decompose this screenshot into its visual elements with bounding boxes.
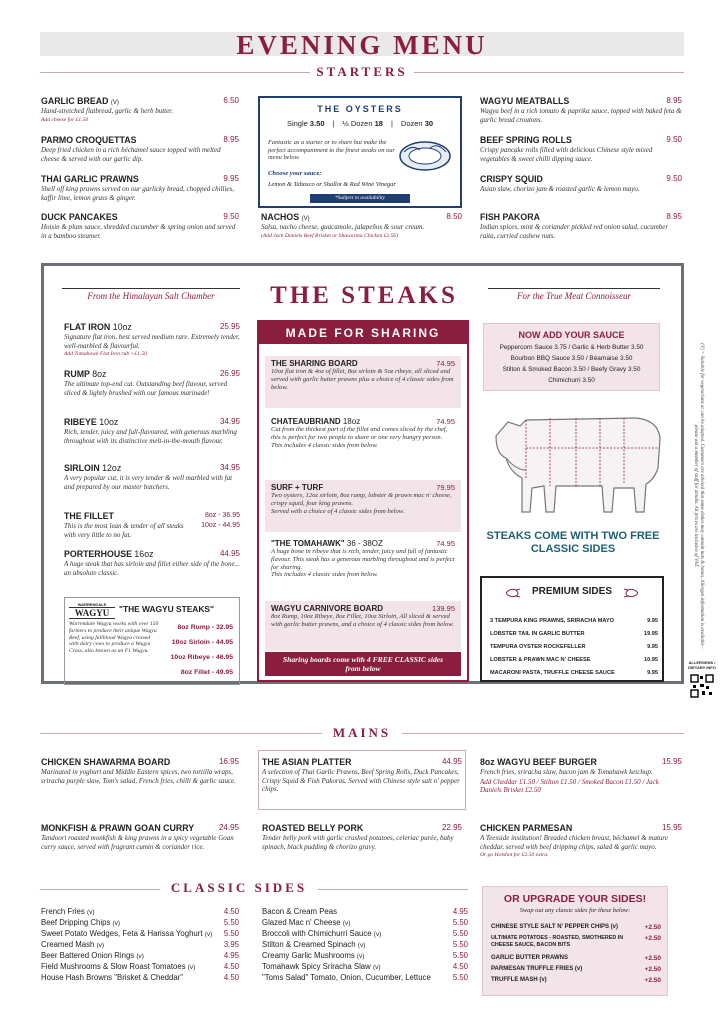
item-desc: Crispy pancake rolls filled with delicious Chinese style mixed vegetables & sweet chilli dipping sauce.	[480, 146, 653, 163]
lobster-icon	[622, 588, 640, 598]
lobster-icon	[504, 588, 522, 598]
item-name: 8oz WAGYU BEEF BURGER	[480, 757, 597, 767]
divider	[62, 288, 240, 289]
item-note: Add cheese for £1.50	[41, 116, 89, 123]
sharing-heading: MADE FOR SHARING	[259, 322, 467, 344]
item-name: RIBEYE 10oz	[64, 417, 119, 427]
menu-item	[41, 174, 239, 202]
divider	[402, 733, 684, 734]
item-price: 16.95	[218, 757, 239, 766]
item-name: CHICKEN PARMESAN	[480, 823, 573, 833]
item-desc: Rich, tender, juicy and full-flavoured, with generous marbling throughout with its distinctive melt-in-the-mouth flavour.	[64, 428, 237, 445]
item-price: 8.95	[666, 96, 682, 105]
wagyu-prices: 8oz Rump - 32.95 10oz Sirloin - 44.95 10oz Ribeye - 46.95 8oz Fillet - 49.95	[170, 624, 233, 676]
steaks-title: THE STEAKS	[270, 282, 458, 309]
premium-sides-box	[480, 576, 664, 682]
upgrade-item: ULTIMATE POTATOES - ROASTED, SMOTHERED IN CHEESE SAUCE, BACON BITS +2.50	[491, 935, 661, 948]
classic-sides-heading: CLASSIC SIDES	[170, 880, 308, 895]
item-name: GARLIC BREAD (V)	[41, 96, 119, 106]
item-desc: Wagyu beef in a rich tomato & paprika sauce, topped with baked feta & garlic bread croutons.	[480, 107, 682, 124]
sharing-item: "THE TOMAHAWK" 36 - 38OZ 74.95 A huge bone in ribeye that is rich, tender, juicy and full of fantastic flavour. This steak has a generous marbling throughout and is perfect for sharing. This includes 4 classic sides from below.	[265, 536, 461, 598]
item-desc: The ultimate top-end cut. Outstanding beef flavour, served sliced & lightly brushed with our famous marinade!	[64, 380, 228, 397]
item-name: DUCK PANCAKES	[41, 212, 118, 222]
menu-item	[480, 135, 682, 163]
item-desc: A huge steak that has sirloin and fillet either side of the bone... an absolute classic.	[64, 560, 240, 577]
item-price: 9.50	[666, 174, 682, 183]
side-item: Beer Battered Onion Rings (v) 4.95	[41, 951, 239, 960]
upgrade-item: CHINESE STYLE SALT N' PEPPER CHIPS (v) +2.50	[491, 924, 661, 931]
item-price: 26.95	[219, 369, 240, 378]
item-price: 8.95	[666, 212, 682, 221]
item-price: 34.95	[219, 463, 240, 472]
item-name: WAGYU MEATBALLS	[480, 96, 570, 106]
side-item: Stilton & Creamed Spinach (v) 5.50	[262, 940, 468, 949]
item-desc: Tender belly pork with garlic crushed potatoes, celeriac purée, baby spinach, black pudding & chorizo gravy.	[262, 834, 454, 851]
item-desc: A very popular cut, it is very tender & well marbled with fat and prepared by our master butchers.	[64, 474, 233, 491]
steaks-left-subtitle: From the Himalayan Salt Chamber	[87, 291, 215, 301]
premium-item: LOBSTER & PRAWN MAC N' CHEESE 10.95	[490, 657, 658, 663]
upgrade-sides-box	[482, 886, 668, 996]
item-name: MONKFISH & PRAWN GOAN CURRY	[41, 823, 195, 833]
divider	[40, 889, 160, 890]
free-sides-label: STEAKS COME WITH TWO FREE CLASSIC SIDES	[486, 530, 660, 555]
item-name: NACHOS (V)	[261, 212, 310, 222]
item-name: FISH PAKORA	[480, 212, 540, 222]
item-desc: Marinated in yoghurt and Middle Eastern spices, two tortilla wraps, sriracha purple slaw, Tom's salad, French fries, chilli & garlic sauce.	[41, 768, 236, 785]
menu-item	[261, 212, 462, 239]
item-desc: Shell off king prawns served on our garlicky bread, chopped chillies, kaffir lime, lemon grass & ginger.	[41, 185, 234, 202]
upgrade-item: GARLIC BUTTER PRAWNS +2.50	[491, 955, 661, 962]
side-item: Sweet Potato Wedges, Feta & Harissa Yoghurt (v) 5.50	[41, 929, 239, 938]
item-price: 34.95	[219, 417, 240, 426]
divider	[40, 733, 322, 734]
item-desc: Signature flat iron, best served medium rare. Extremely tender, well-marbled & flavourful.	[64, 333, 240, 350]
upgrade-sub: Swap out any classic sides for these below:	[519, 907, 631, 914]
side-item: Bacon & Cream Peas 4.95	[262, 907, 468, 916]
side-item: French Fries (v) 4.50	[41, 907, 239, 916]
item-desc: Salsa, nacho cheese, guacamole, jalapeños & sour cream.	[261, 223, 425, 231]
allergen-note: (V) = Suitable for vegetarians or can be adapted. Customers are advised that some dishes may contain nuts & bones. Allergen information is available - please ask a member of staff for details. All prices are inclusive of VAT.	[693, 343, 704, 649]
oysters-subject: *Subject to availability	[310, 194, 410, 203]
item-price: 24.95	[218, 823, 239, 832]
item-name: BEEF SPRING ROLLS	[480, 135, 572, 145]
menu-item	[480, 212, 682, 240]
item-note: Add Cheddar £1.50 / Stilton £1.50 / Smoked Bacon £1.50 / Jack Daniels Brisket £2.50	[480, 777, 659, 795]
item-name: PARMO CROQUETTAS	[41, 135, 137, 145]
item-note: Or go Hotshot for £2.50 extra.	[480, 852, 549, 859]
item-desc: Hand-stretched flatbread, garlic & herb butter.	[41, 107, 173, 115]
item-name: FLAT IRON 10oz	[64, 322, 132, 332]
item-name: CHICKEN SHAWARMA BOARD	[41, 757, 171, 767]
item-price: 6.50	[223, 96, 239, 105]
qr-code-icon[interactable]	[690, 674, 714, 698]
item-name: PORTERHOUSE 16oz	[64, 549, 154, 559]
oysters-desc: Fantastic as a starter or to share but make the perfect accompaniment to the finest steaks on our menu below.	[268, 139, 395, 162]
item-name: THE FILLET	[64, 511, 114, 521]
side-item: Creamed Mash (v) 3.95	[41, 940, 239, 949]
item-desc: This is the most lean & tender of all steaks with very little to no fat.	[64, 522, 184, 539]
steaks-right-subtitle: For the True Meat Connoisseur	[517, 291, 631, 301]
wagyu-box	[64, 597, 240, 685]
cow-cuts-icon	[486, 408, 666, 518]
item-name: CRISPY SQUID	[480, 174, 543, 184]
steak-item	[64, 322, 240, 357]
menu-item	[480, 757, 682, 795]
premium-item: LOBSTER TAIL IN GARLIC BUTTER 19.95	[490, 631, 658, 637]
premium-item: MACARONI PASTA, TRUFFLE CHEESE SAUCE 9.95	[490, 670, 658, 676]
qr-label: ALLERGENS / DIETARY INFO	[688, 660, 716, 670]
oysters-prices: Single 3.50 | ½ Dozen 18 | Dozen 30	[286, 119, 434, 128]
oysters-title: THE OYSTERS	[317, 104, 403, 114]
item-desc: A selection of Thai Garlic Prawns, Beef Spring Rolls, Duck Pancakes, Crispy Squid & Fish Pakoras. Served with Chinese style salt n' pepper chips.	[262, 768, 460, 794]
item-price: 9.95	[223, 174, 239, 183]
divider	[40, 72, 310, 73]
side-item: "Toms Salad" Tomato, Onion, Cucumber, Lettuce 5.50	[262, 973, 468, 982]
side-item: Field Mushrooms & Slow Roast Tomatoes (v) 4.50	[41, 962, 239, 971]
side-item: Beef Dripping Chips (v) 5.50	[41, 918, 239, 927]
oysters-sauces: Lemon & Tabasco or Shallot & Red Wine Vinegar	[268, 181, 396, 188]
item-note: (Add Jack Daniels Beef Brisket or Shawarma Chicken £2.95)	[261, 232, 399, 239]
item-price: 9.50	[223, 212, 239, 221]
item-name: THAI GARLIC PRAWNS	[41, 174, 139, 184]
starters-heading: STARTERS	[316, 64, 408, 79]
side-item: Creamy Garlic Mushrooms (v) 5.50	[262, 951, 468, 960]
steak-item	[64, 463, 240, 491]
upgrade-heading: OR UPGRADE YOUR SIDES!	[503, 893, 647, 905]
item-desc: A Teesside institution! Breaded chicken breast, béchamel & mature cheddar, served with beef dripping chips, salad & garlic mayo.	[480, 834, 668, 851]
item-desc: Tandoori roasted monkfish & king prawns in a spicy vegetable Goan curry sauce, served with fragrant cumin & coriander rice.	[41, 834, 234, 851]
steak-item	[64, 417, 240, 445]
menu-item	[41, 135, 239, 163]
menu-item	[41, 757, 239, 785]
item-price: 22.95	[441, 823, 462, 832]
oysters-choose: Choose your sauce:	[268, 170, 322, 177]
divider	[488, 288, 660, 289]
item-price: 9.50	[666, 135, 682, 144]
sharing-footer: Sharing boards come with 4 FREE CLASSIC sides from below	[265, 652, 461, 676]
sauce-list: Peppercorn Sauce 3.75 / Garlic & Herb Butter 3.50 Bourbon BBQ Sauce 3.50 / Béarnaise 3.50 Stilton & Smoked Bacon 3.50 / Beefy Gravy 3.50 Chimichurri 3.50	[499, 344, 644, 384]
item-price: 15.95	[661, 757, 682, 766]
item-name: ROASTED BELLY PORK	[262, 823, 364, 833]
menu-item	[41, 212, 239, 240]
sharing-item: THE SHARING BOARD 74.95 10oz flat iron & 4oz of fillet, 8oz sirloin & 5oz ribeye, all sliced and served with garlic butter prawns plus a choice of 4 classic sides from below.	[265, 356, 461, 408]
steak-item	[64, 549, 240, 577]
menu-item	[480, 96, 682, 124]
side-item: Tomahawk Spicy Sriracha Slaw (v) 4.50	[262, 962, 468, 971]
item-name: RUMP 8oz	[64, 369, 107, 379]
side-item: Glazed Mac n' Cheese (v) 5.50	[262, 918, 468, 927]
menu-item	[480, 823, 682, 858]
upgrade-item: PARMESAN TRUFFLE FRIES (v) +2.50	[491, 966, 661, 973]
item-desc: Deep fried chicken in a rich béchamel sauce topped with melted cheese & served with our garlic dip.	[41, 146, 221, 163]
premium-item: 3 TEMPURA KING PRAWNS, SRIRACHA MAYO 9.95	[490, 618, 658, 624]
wagyu-desc: Warrendale Wagyu works with over 150 farmers to produce their unique Wagyu Beef, using fullblood Wagyu crossed with dairy cows to produce a Wagyu Cross, also known as an F1 Wagyu.	[69, 621, 159, 655]
page-title: EVENING MENU	[236, 30, 488, 60]
sharing-box	[257, 320, 469, 682]
menu-item	[262, 757, 462, 794]
divider	[414, 72, 684, 73]
side-item: Broccoli with Chimichurri Sauce (v) 5.50	[262, 929, 468, 938]
divider	[318, 889, 468, 890]
fillet-prices: 8oz - 36.95 10oz - 44.95	[201, 512, 240, 529]
item-price: 8.50	[446, 212, 462, 221]
item-price: 44.95	[219, 549, 240, 558]
oysters-box	[258, 96, 462, 208]
upgrade-item: TRUFFLE MASH (v) +2.50	[491, 977, 661, 984]
item-name: THE ASIAN PLATTER	[262, 757, 352, 767]
steak-item	[64, 511, 240, 539]
item-price: 8.95	[223, 135, 239, 144]
menu-item	[41, 823, 239, 851]
premium-heading: PREMIUM SIDES	[531, 586, 612, 597]
mains-heading: MAINS	[332, 725, 392, 740]
sharing-item: CHATEAUBRIAND 18oz 74.95 Cut from the thickest part of the fillet and comes sliced by the chef, this is perfect for two people to share or one very hungry person. This includes 4 classic sides from below.	[265, 414, 461, 476]
side-item: House Hash Browns "Brisket & Cheddar" 4.50	[41, 973, 239, 982]
item-desc: French fries, sriracha slaw, bacon jam & Tomahawk ketchup.	[480, 768, 653, 776]
wagyu-logo: WARRENDALE WAGYU	[69, 602, 115, 619]
sharing-item: WAGYU CARNIVORE BOARD 139.95 8oz Rump, 10oz Ribeye, 8oz Fillet, 10oz Sirloin, All sliced & served with garlic butter prawns, and a choice of 4 classic sides from below.	[265, 601, 461, 651]
sharing-item: SURF + TURF 79.95 Two oysters, 12oz sirloin, 8oz rump, lobster & prawn mac n' cheese, crispy squid, four king prawns. Served with a choice of 4 classic sides from below.	[265, 480, 461, 532]
item-price: 25.95	[219, 322, 240, 331]
item-name: SIRLOIN 12oz	[64, 463, 122, 473]
oyster-icon	[398, 138, 452, 172]
wagyu-title: "THE WAGYU STEAKS"	[119, 604, 214, 614]
item-note: Add Tomahawk Flat Iron rub +£1.50	[64, 351, 147, 358]
sauce-heading: NOW ADD YOUR SAUCE	[518, 330, 625, 340]
menu-item	[41, 96, 239, 123]
item-desc: Indian spices, mint & coriander pickled red onion salad, cucumber raita, curried cashew nuts.	[480, 223, 669, 240]
item-desc: Asian slaw, chorizo jam & roasted garlic & lemon mayo.	[480, 185, 640, 193]
sauce-box	[483, 323, 660, 391]
item-desc: Hoisin & plum sauce, shredded cucumber & spring onion and served in a bamboo steamer.	[41, 223, 236, 240]
menu-item	[480, 174, 682, 194]
item-price: 15.95	[661, 823, 682, 832]
item-price: 44.95	[441, 757, 462, 766]
premium-item: TEMPURA OYSTER ROCKEFELLER 9.95	[490, 644, 658, 650]
steak-item	[64, 369, 240, 397]
menu-item	[262, 823, 462, 851]
